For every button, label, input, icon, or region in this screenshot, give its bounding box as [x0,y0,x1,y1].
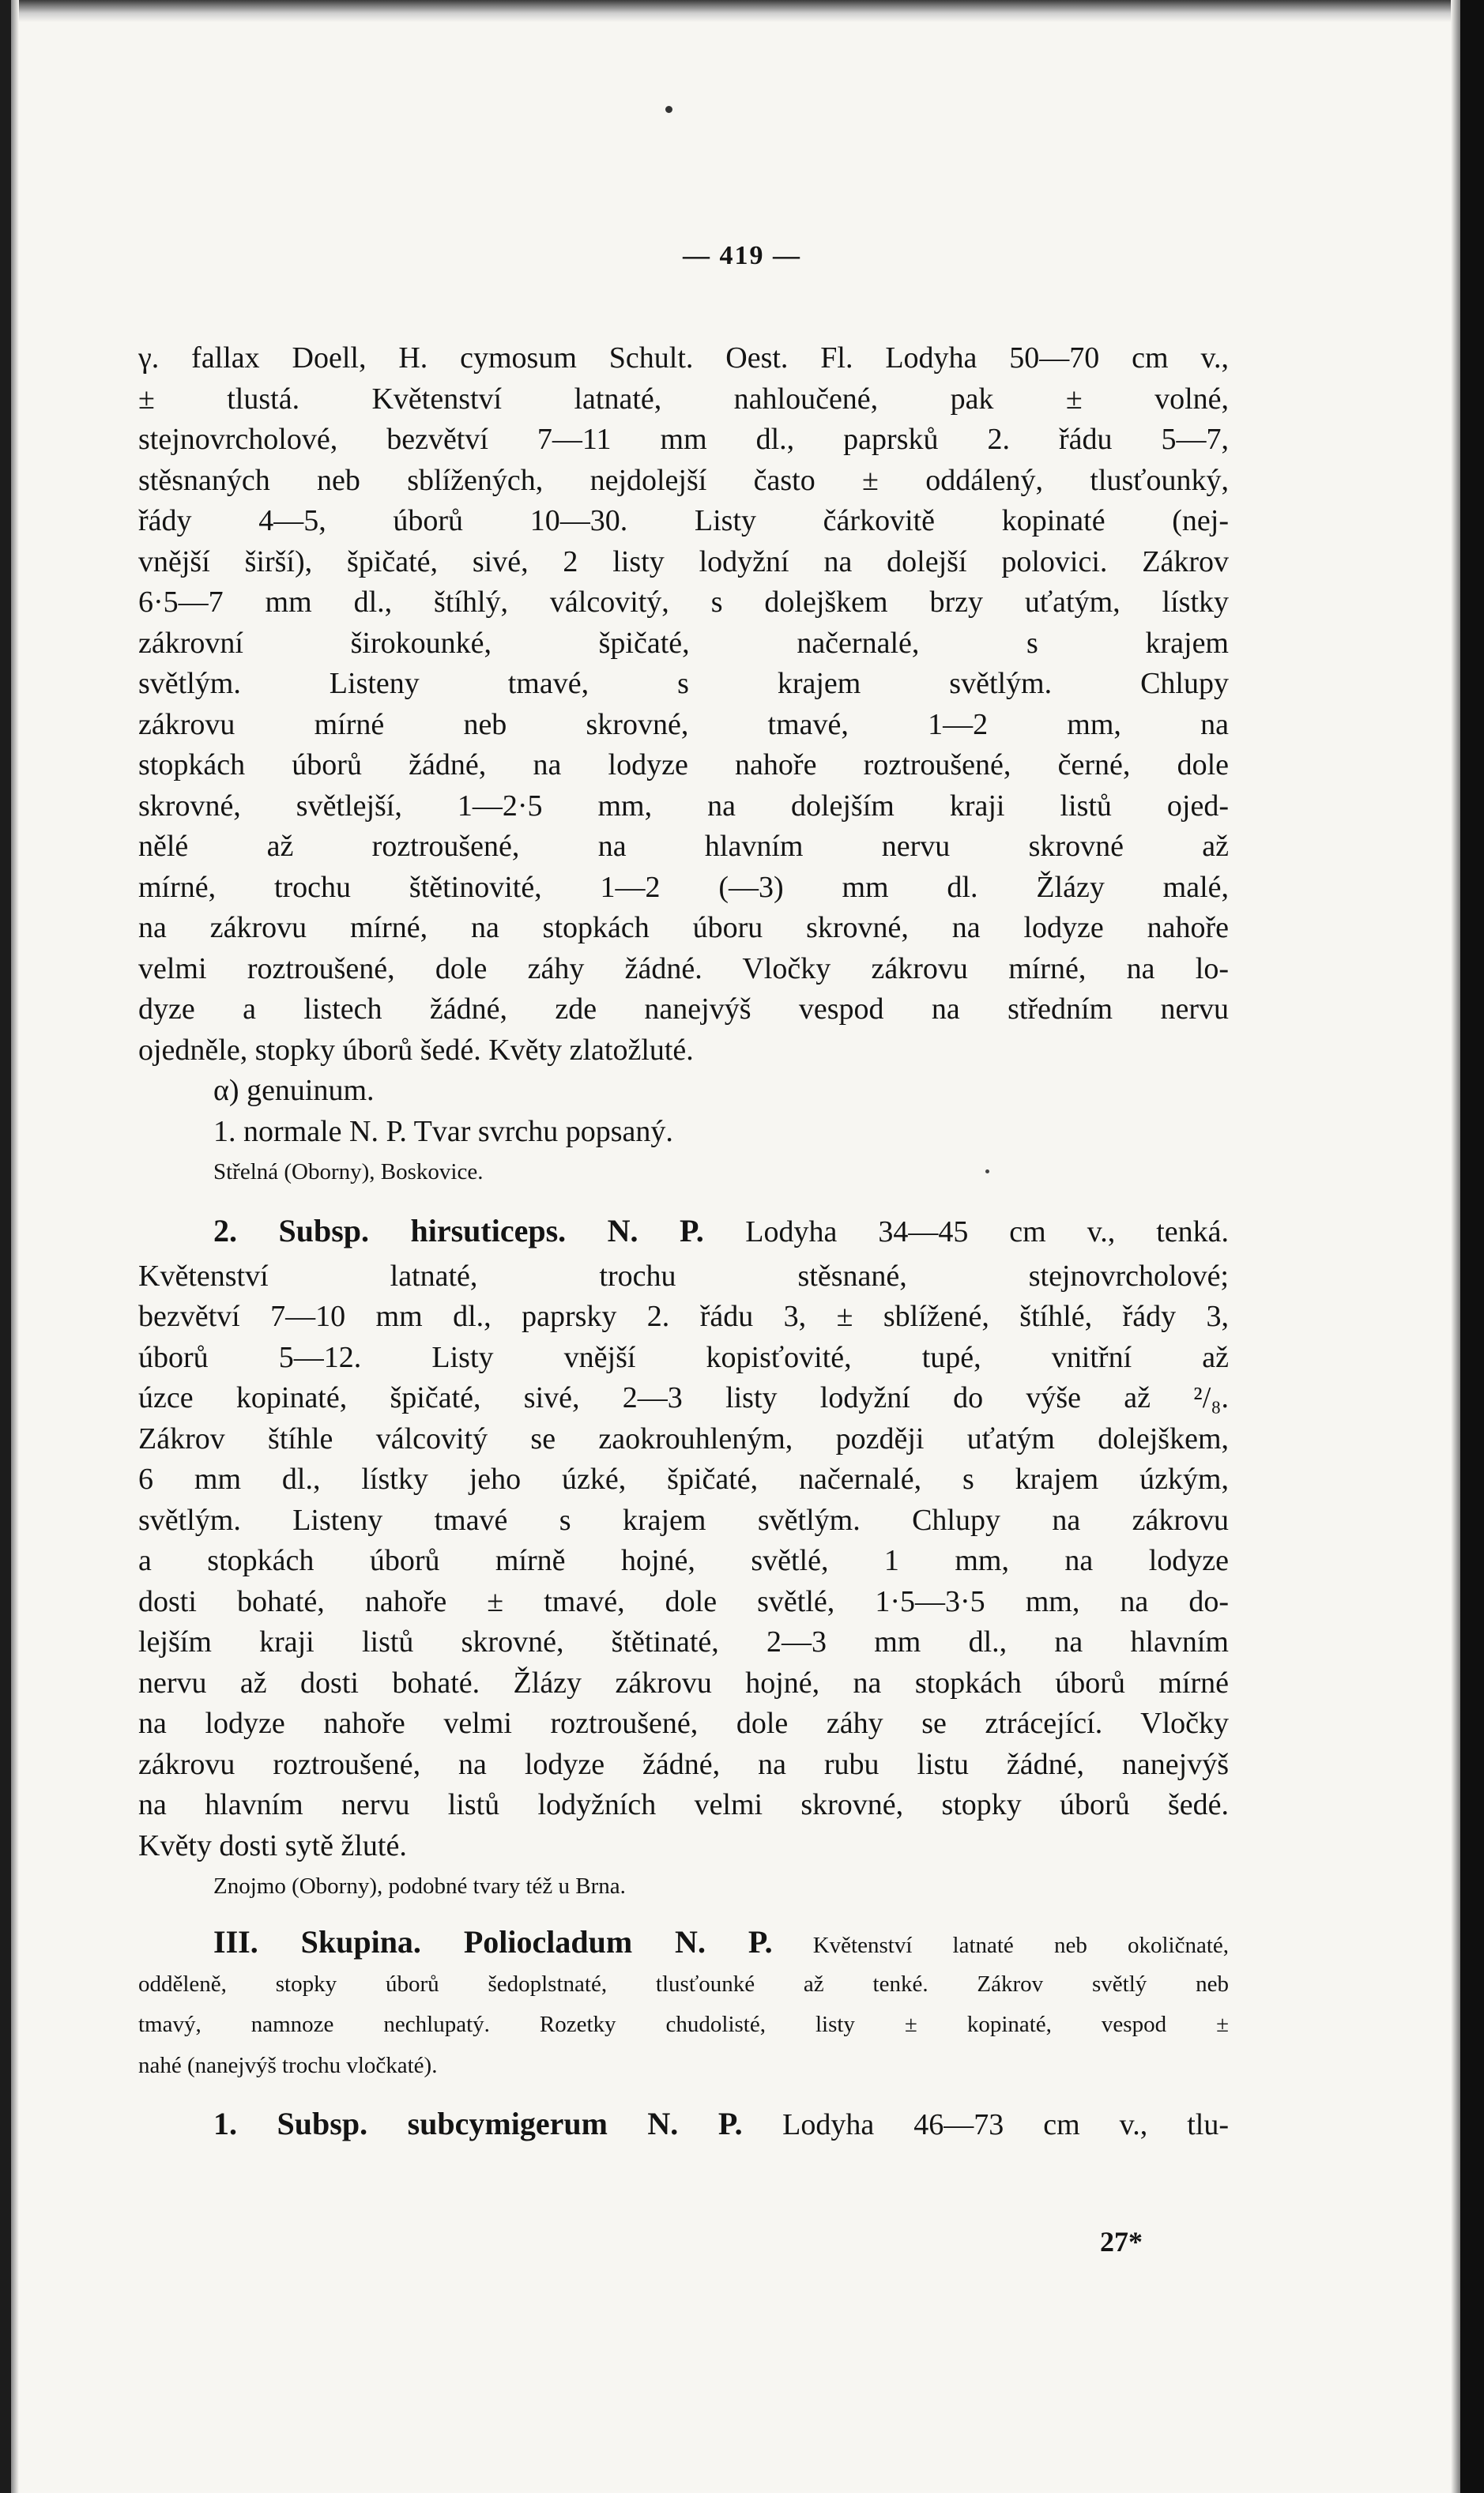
text-line: světlým. Listeny tmavé s krajem světlým. Chlupy na zákrovu [138,1503,1229,1537]
variety-genuinum: α) genuinum. [213,1074,375,1107]
text-line: velmi roztroušené, dole záhy žádné. Vločky zákrovu mírné, na lo- [138,951,1229,985]
scan-edge-top [0,0,1484,22]
text-line: na lodyze nahoře velmi roztroušené, dole záhy se ztrácející. Vločky [138,1707,1229,1740]
group-heading-title: III. Skupina. Poliocladum N. P. [213,1923,773,1960]
text-line: úzce kopinaté, špičaté, sivé, 2—3 listy lodyžní do výše až ²/₈. [138,1381,1229,1414]
text-line: stejnovrcholové, bezvětví 7—11 mm dl., paprsků 2. řádu 5—7, [138,423,1229,456]
text-line: stěsnaných neb sblížených, nejdolejší často ± oddálený, tlusťounký, [138,463,1229,497]
text-line: 6 mm dl., lístky jeho úzké, špičaté, načernalé, s krajem úzkým, [138,1463,1229,1496]
subsp-heading-title: 2. Subsp. hirsuticeps. N. P. [213,1212,704,1248]
subsp-heading-title: 1. Subsp. subcymigerum N. P. [213,2106,743,2141]
text-line: řády 4—5, úborů 10—30. Listy čárkovitě kopinaté (nej- [138,504,1229,537]
text-line: bezvětví 7—10 mm dl., paprsky 2. řádu 3, ± sblížené, štíhlé, řády 3, [138,1300,1229,1333]
text-line: zákrovu roztroušené, na lodyze žádné, na rubu listu žádné, nanejvýš [138,1747,1229,1781]
text-line: Zákrov štíhle válcovitý se zaokrouhleným, později uťatým dolejškem, [138,1422,1229,1456]
text-line: světlým. Listeny tmavé, s krajem světlým. Chlupy [138,667,1229,700]
text-line: Květenství latnaté, trochu stěsnané, stejnovrcholové; [138,1259,1229,1293]
subsp-heading-rest: Lodyha 46—73 cm v., tlu- [782,2108,1229,2141]
text-line: γ. fallax Doell, H. cymosum Schult. Oest. Fl. Lodyha 50—70 cm v., [138,341,1229,375]
text-line: úborů 5—12. Listy vnější kopisťovité, tupé, vnitřní až [138,1340,1229,1374]
text-line: skrovné, světlejší, 1—2·5 mm, na dolejším kraji listů ojed- [138,789,1229,823]
text-line: dosti bohaté, nahoře ± tmavé, dole světlé, 1·5—3·5 mm, na do- [138,1584,1229,1618]
subsp-heading-subcymigerum [138,2099,1229,2149]
small-text-line: tmavý, namnoze nechlupatý. Rozetky chudolisté, listy ± kopinaté, vespod ± [138,2012,1229,2037]
small-text-line: nahé (nanejvýš trochu vločkaté). [138,2052,438,2078]
subsp-heading-hirsuticeps [138,1206,1229,1256]
subsp-heading-rest: Lodyha 34—45 cm v., tenká. [745,1214,1230,1248]
text-line: zákrovu mírné neb skrovné, tmavé, 1—2 mm, na [138,707,1229,741]
text-line: na hlavním nervu listů lodyžních velmi skrovné, stopky úborů šedé. [138,1788,1229,1821]
group-heading-poliocladum [138,1920,1229,1964]
text-line: dyze a listech žádné, zde nanejvýš vespod na středním nervu [138,992,1229,1026]
text-line: ojedněle, stopky úborů šedé. Květy zlatožluté. [138,1033,694,1067]
text-line: vnější širší), špičaté, sivé, 2 listy lodyžní na dolejší polovici. Zákrov [138,544,1229,578]
text-line: nervu až dosti bohaté. Žlázy zákrovu hojné, na stopkách úborů mírné [138,1666,1229,1700]
signature-mark: 27* [1100,2226,1143,2258]
text-line: mírné, trochu štětinovité, 1—2 (—3) mm dl. Žlázy malé, [138,870,1229,904]
scan-edge-right [1460,0,1484,2493]
form-normale: 1. normale N. P. Tvar svrchu popsaný. [213,1114,673,1148]
locality-note: Střelná (Oborny), Boskovice. [213,1159,484,1184]
text-line: stopkách úborů žádné, na lodyze nahoře roztroušené, černé, dole [138,748,1229,781]
small-text-line: odděleně, stopky úborů šedoplstnaté, tlusťounké až tenké. Zákrov světlý neb [138,1971,1229,1997]
text-line: nělé až roztroušené, na hlavním nervu skrovné až [138,830,1229,863]
text-line: lejším kraji listů skrovné, štětinaté, 2—3 mm dl., na hlavním [138,1625,1229,1659]
page-number: — 419 — [683,241,801,270]
text-line: zákrovní širokounké, špičaté, načernalé, s krajem [138,626,1229,660]
text-line: a stopkách úborů mírně hojné, světlé, 1 mm, na lodyze [138,1544,1229,1577]
group-heading-rest: Květenství latnaté neb okoličnaté, [812,1932,1229,1958]
text-line: na zákrovu mírné, na stopkách úboru skrovné, na lodyze nahoře [138,911,1229,944]
scan-shadow-left [11,0,19,2493]
page-body [138,338,1229,2149]
text-line: ± tlustá. Květenství latnaté, nahloučené, pak ± volné, [138,382,1229,416]
scan-shadow-right [1451,0,1460,2493]
text-line: Květy dosti sytě žluté. [138,1828,407,1862]
scan-speck [665,106,672,113]
locality-note: Znojmo (Oborny), podobné tvary též u Brna. [213,1874,626,1899]
scan-edge-left [0,0,11,2493]
text-line: 6·5—7 mm dl., štíhlý, válcovitý, s dolejškem brzy uťatým, lístky [138,586,1229,619]
